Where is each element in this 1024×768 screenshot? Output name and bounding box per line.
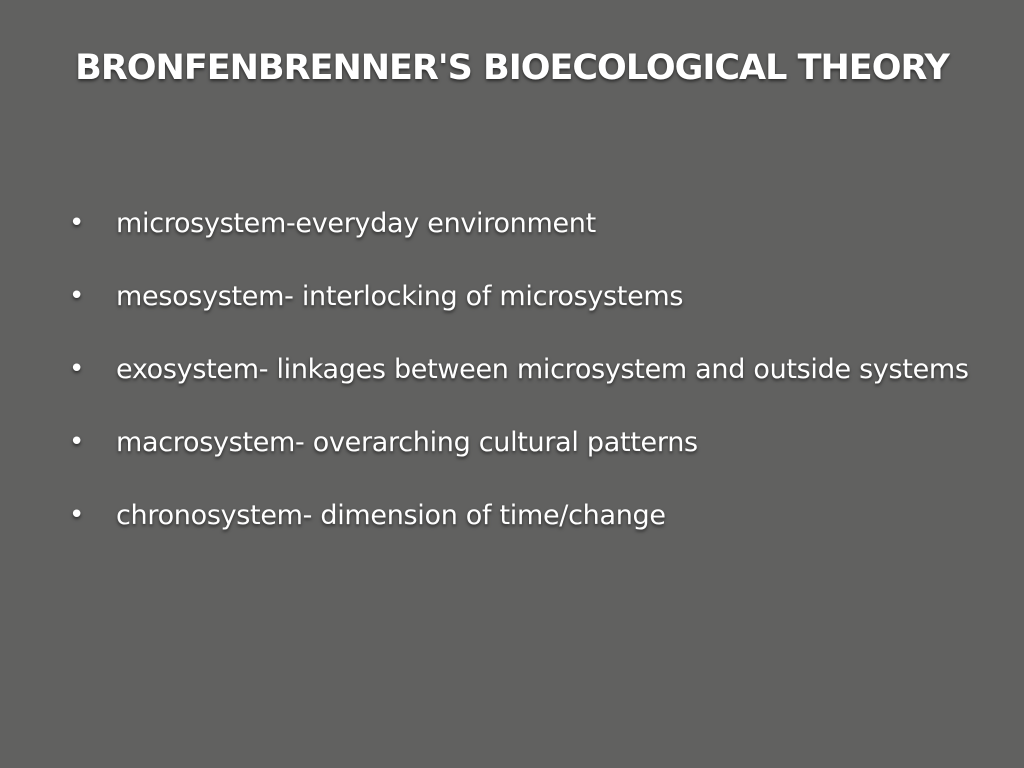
bullet-list xyxy=(0,201,1024,566)
bullet-dot-icon: • xyxy=(69,208,85,238)
bullet-text: macrosystem- overarching cultural patterns xyxy=(116,426,698,458)
bullet-item-exosystem xyxy=(0,347,1024,391)
bullet-text: chronosystem- dimension of time/change xyxy=(116,499,666,531)
bullet-dot-icon: • xyxy=(69,354,85,384)
bullet-item-microsystem xyxy=(0,201,1024,245)
bullet-item-macrosystem xyxy=(0,420,1024,464)
bullet-dot-icon: • xyxy=(69,281,85,311)
bullet-item-chronosystem xyxy=(0,493,1024,537)
bullet-text: microsystem-everyday environment xyxy=(116,207,596,239)
bullet-dot-icon: • xyxy=(69,500,85,530)
bullet-dot-icon: • xyxy=(69,427,85,457)
bullet-text: exosystem- linkages between microsystem and outside systems xyxy=(116,353,969,385)
slide-title: BRONFENBRENNER'S BIOECOLOGICAL THEORY xyxy=(75,48,949,88)
bullet-item-mesosystem xyxy=(0,274,1024,318)
bullet-text: mesosystem- interlocking of microsystems xyxy=(116,280,684,312)
